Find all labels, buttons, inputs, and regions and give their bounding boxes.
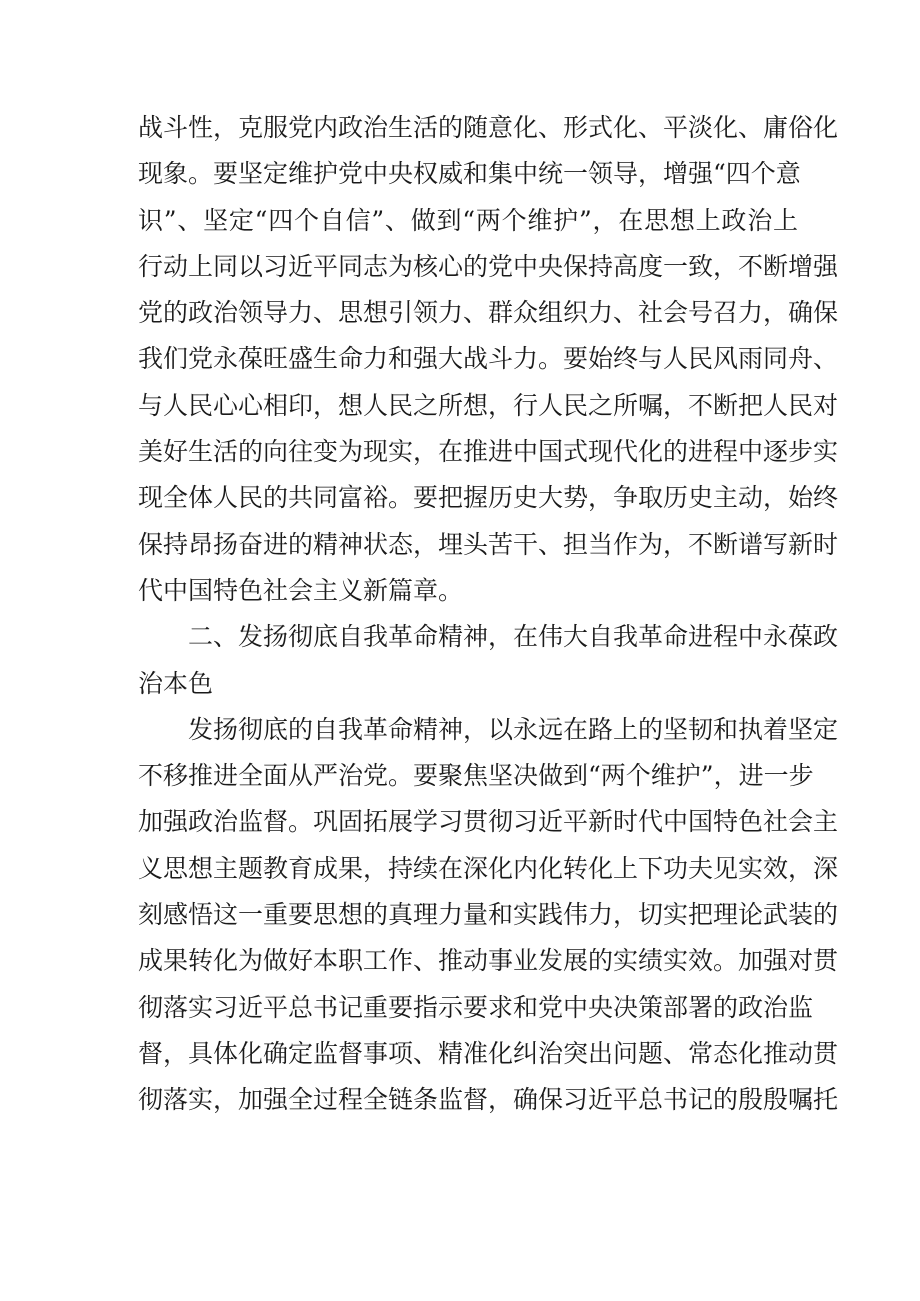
text-line: 刻感悟这一重要思想的真理力量和实践伟力，切实把理论武装的 [138,900,839,930]
text-line: 发扬彻底的自我革命精神，以永远在路上的坚韧和执着坚定 [188,714,839,744]
text-line: 督，具体化确定监督事项、精准化纠治突出问题、常态化推动贯 [138,1038,839,1068]
text-line: 成果转化为做好本职工作、推动事业发展的实绩实效。加强对贯 [138,946,839,976]
text-line: 加强政治监督。巩固拓展学习贯彻习近平新时代中国特色社会主 [138,807,839,837]
text-line: 战斗性，克服党内政治生活的随意化、形式化、平淡化、庸俗化 [138,113,839,142]
text-line: 现全体人民的共同富裕。要把握历史大势，争取历史主动，始终 [138,483,839,513]
section-heading: 二、发扬彻底自我革命精神，在伟大自我革命进程中永葆政 [188,622,839,652]
text-line: 行动上同以习近平同志为核心的党中央保持高度一致，不断增强 [138,251,839,281]
section-heading-continued: 治本色 [138,668,214,698]
text-line: 保持昂扬奋进的精神状态，埋头苦干、担当作为，不断谱写新时 [138,529,839,559]
text-line: 我们党永葆旺盛生命力和强大战斗力。要始终与人民风雨同舟、 [138,344,839,374]
text-line: 党的政治领导力、思想引领力、群众组织力、社会号召力，确保 [138,298,839,328]
text-line: 识”、坚定“四个自信”、做到“两个维护”，在思想上政治上 [138,205,798,235]
text-line: 义思想主题教育成果，持续在深化内化转化上下功夫见实效，深 [138,853,839,883]
text-line: 现象。要坚定维护党中央权威和集中统一领导，增强“四个意 [138,159,801,189]
text-line: 代中国特色社会主义新篇章。 [138,575,464,605]
text-line: 与人民心心相印，想人民之所想，行人民之所嘱，不断把人民对 [138,390,839,420]
text-line: 彻落实习近平总书记重要指示要求和党中央决策部署的政治监 [138,992,814,1022]
text-line: 彻落实，加强全过程全链条监督，确保习近平总书记的殷殷嘱托 [138,1085,839,1115]
text-line: 不移推进全面从严治党。要聚焦坚决做到“两个维护”，进一步 [138,761,814,791]
text-line: 美好生活的向往变为现实，在推进中国式现代化的进程中逐步实 [138,437,839,467]
body-text [138,105,839,1124]
